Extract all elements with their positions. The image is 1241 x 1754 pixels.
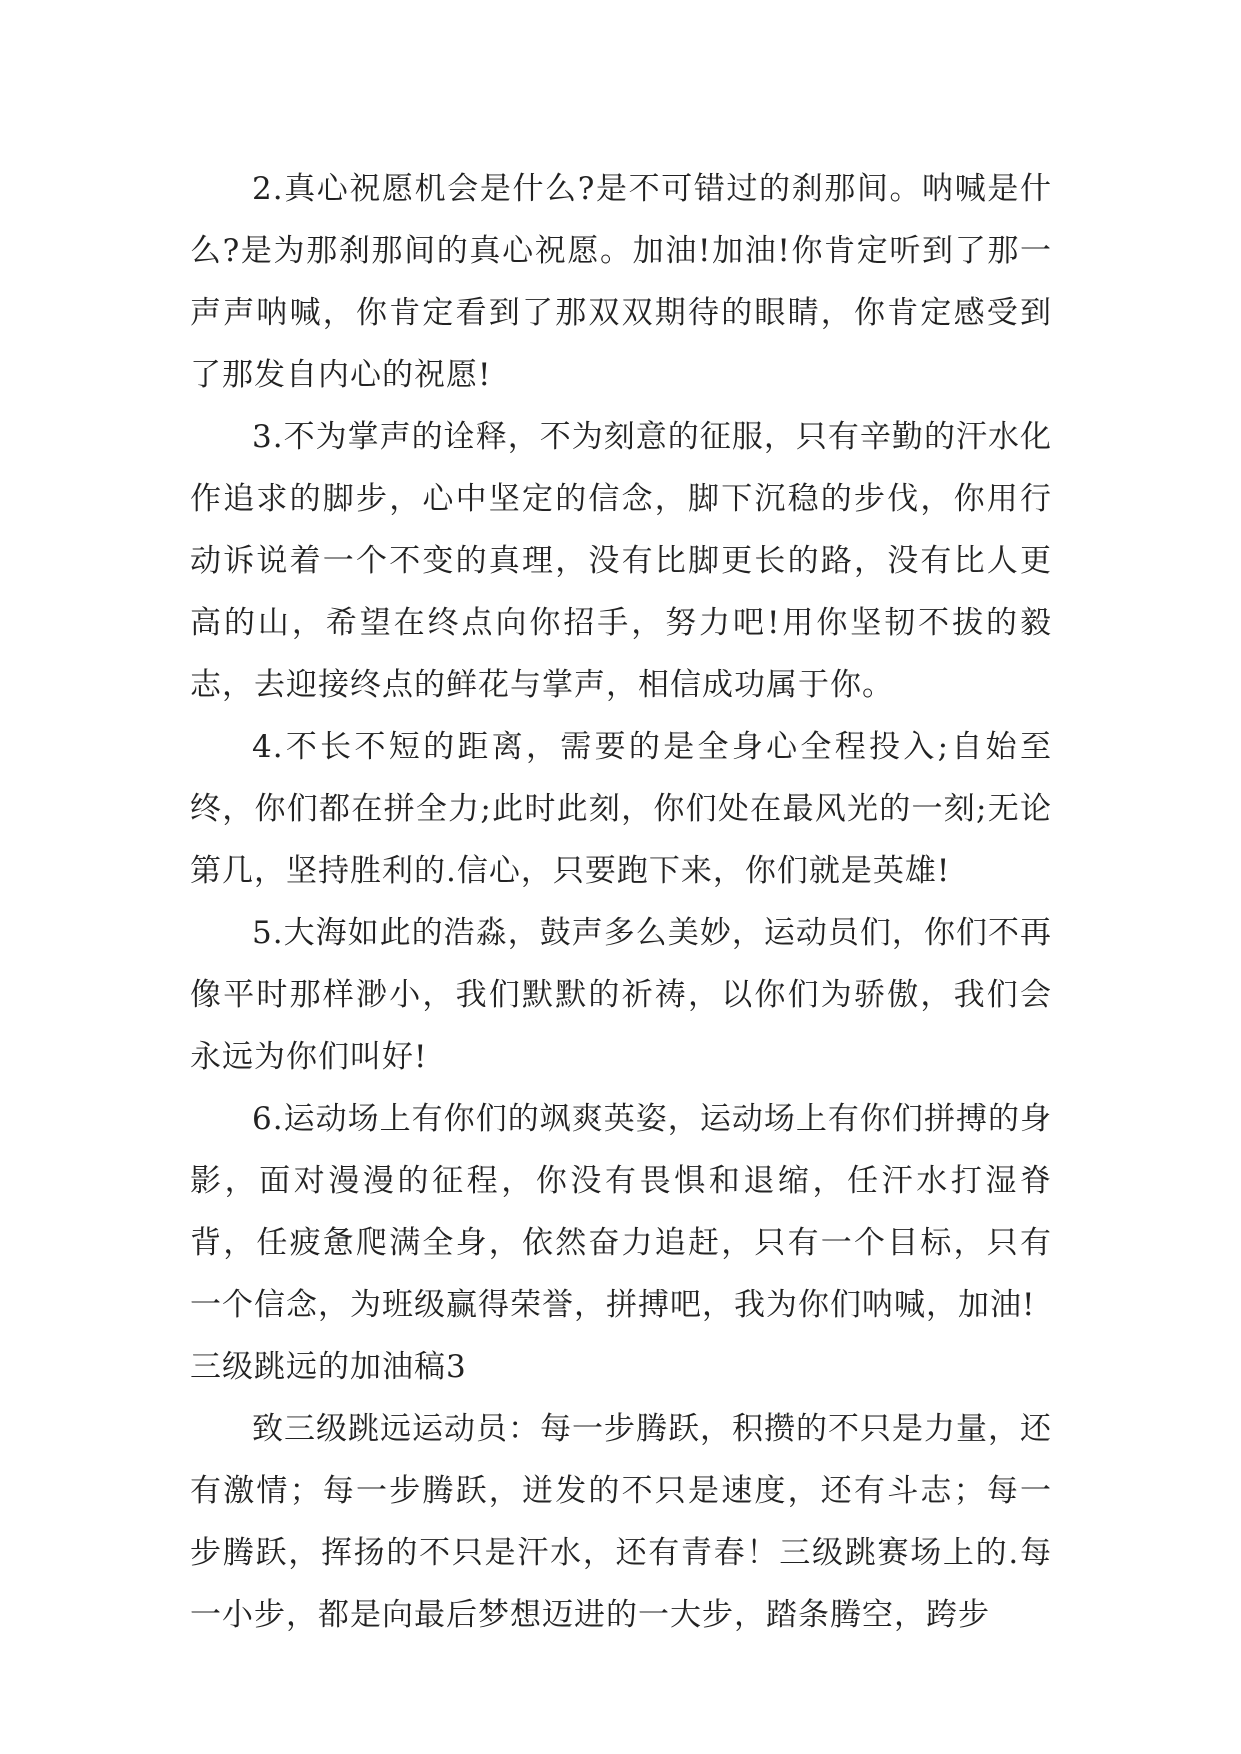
paragraph-2: 2.真心祝愿机会是什么?是不可错过的刹那间。呐喊是什么?是为那刹那间的真心祝愿。加油!加油!你肯定听到了那一声声呐喊，你肯定看到了那双双期待的眼睛，你肯定感受到了那发自内心的祝愿! — [190, 171, 1052, 393]
document-body — [190, 158, 1052, 1646]
paragraph-6: 6.运动场上有你们的飒爽英姿，运动场上有你们拼搏的身影，面对漫漫的征程，你没有畏惧和退缩，任汗水打湿脊背，任疲惫爬满全身，依然奋力追赶，只有一个目标，只有一个信念，为班级赢得荣誉，拼搏吧，我为你们呐喊，加油! — [190, 1101, 1052, 1323]
paragraph-4: 4.不长不短的距离，需要的是全身心全程投入;自始至终，你们都在拼全力;此时此刻，你们处在最风光的一刻;无论第几，坚持胜利的.信心，只要跑下来，你们就是英雄! — [190, 729, 1052, 889]
section-paragraph: 致三级跳远运动员：每一步腾跃，积攒的不只是力量，还有激情；每一步腾跃，迸发的不只是速度，还有斗志；每一步腾跃，挥扬的不只是汗水，还有青春！三级跳赛场上的.每一小步，都是向最后梦想迈进的一大步，踏条腾空，跨步 — [190, 1411, 1052, 1633]
section-heading: 三级跳远的加油稿3 — [190, 1349, 467, 1385]
paragraph-5: 5.大海如此的浩淼，鼓声多么美妙，运动员们，你们不再像平时那样渺小，我们默默的祈祷，以你们为骄傲，我们会永远为你们叫好! — [190, 915, 1052, 1075]
paragraph-3: 3.不为掌声的诠释，不为刻意的征服，只有辛勤的汗水化作追求的脚步，心中坚定的信念，脚下沉稳的步伐，你用行动诉说着一个不变的真理，没有比脚更长的路，没有比人更高的山，希望在终点向你招手，努力吧!用你坚韧不拔的毅志，去迎接终点的鲜花与掌声，相信成功属于你。 — [190, 419, 1052, 703]
